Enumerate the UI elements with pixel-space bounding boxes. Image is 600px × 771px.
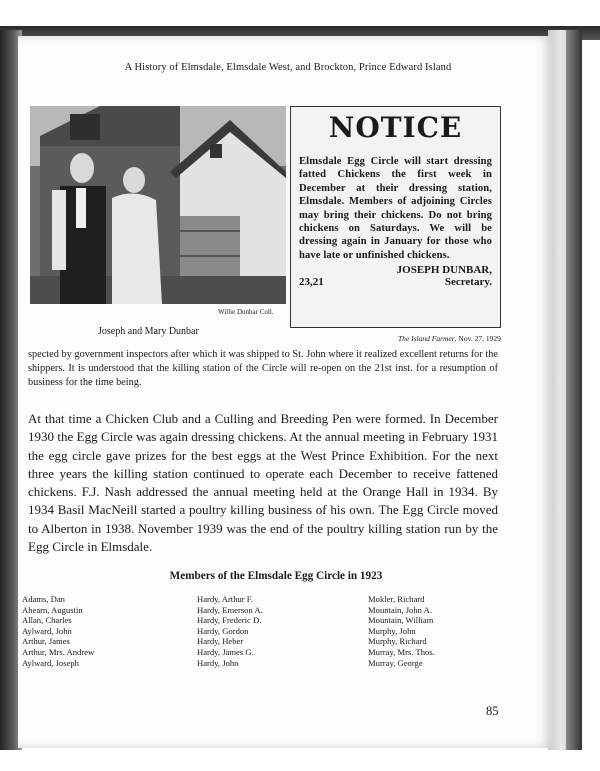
member-name: Ahearn, Augustin xyxy=(22,604,83,615)
members-column-3 xyxy=(368,594,435,668)
member-name: Hardy, John xyxy=(197,657,239,668)
member-name: Aylward, Joseph xyxy=(22,657,79,668)
member-name: Murray, George xyxy=(368,657,423,668)
photo-illustration xyxy=(30,106,286,304)
member-name: Hardy, Gordon xyxy=(197,625,249,636)
member-name: Hardy, Frederic D. xyxy=(197,615,262,626)
member-name: Murphy, Richard xyxy=(368,636,427,647)
dunbar-photo xyxy=(30,106,286,304)
notice-clipping xyxy=(290,106,501,328)
member-name: Murray, Mrs. Thos. xyxy=(368,646,435,657)
notice-source-date: , Nov. 27, 1929 xyxy=(454,334,501,343)
member-name: Hardy, Emerson A. xyxy=(197,604,263,615)
notice-source-caption xyxy=(398,334,501,343)
notice-signature: JOSEPH DUNBAR, xyxy=(396,264,492,277)
notice-body: Elmsdale Egg Circle will start dressing fatted Chickens the first week in December at their dressing station, Elmsdale. Members of adjoining Circles may bring their chickens. Do not bring chickens on Saturdays. We will be dressing again in January for those who have late or unfinished chickens. xyxy=(299,156,492,261)
members-column-1 xyxy=(22,594,94,668)
member-name: Hardy, Arthur F. xyxy=(197,594,254,604)
member-name: Aylward, John xyxy=(22,625,72,636)
member-name: Allan, Charles xyxy=(22,615,72,626)
members-heading: Members of the Elmsdale Egg Circle in 1923 xyxy=(169,570,383,582)
page-number: 85 xyxy=(486,704,499,718)
notice-source-title: The Island Farmer xyxy=(398,334,455,343)
paragraph-continued: spected by government inspectors after which it was shipped to St. John where it realized excellent returns for the shippers. It is understood that the killing station of the Circle will re-open on the 21st inst. for a resumption of business for the time being. xyxy=(28,349,498,388)
photo-credit: Willie Dunbar Coll. xyxy=(218,308,274,316)
member-name: Arthur, Mrs. Andrew xyxy=(22,646,95,657)
member-name: Murphy, John xyxy=(368,625,416,636)
paragraph-main: At that time a Chicken Club and a Culling and Breeding Pen were formed. In December 1930 the Egg Circle was again dressing chickens. At the annual meeting in February 1931 the egg circle gave prizes for the best eggs at the West Prince Exhibition. For the next three years the killing station continued to operate each December to receive fattened chickens. F.J. Nash addressed the annual meeting held at the Orange Hall in 1934. By 1934 Basil MacNeill started a poultry killing business of his own. The Egg Circle moved to Alberton in 1938. November 1939 was the end of the poultry killing station run by the Egg Circle in Elmsdale. xyxy=(28,411,498,555)
notice-footer xyxy=(299,276,492,288)
running-header: A History of Elmsdale, Elmsdale West, and Brockton, Prince Edward Island xyxy=(124,62,452,73)
photo-caption: Joseph and Mary Dunbar xyxy=(98,326,199,337)
book-page xyxy=(18,36,552,748)
member-name: Mountain, William xyxy=(368,615,434,626)
notice-code: 23,21 xyxy=(299,276,324,289)
member-name: Adams, Dan xyxy=(22,594,65,604)
book-cover-edge xyxy=(566,30,582,750)
notice-title: NOTICE xyxy=(328,111,463,144)
member-name: Hardy, Heber xyxy=(197,636,244,647)
members-column-2 xyxy=(197,594,263,668)
notice-role: Secretary. xyxy=(444,276,492,289)
member-name: Mountain, John A. xyxy=(368,604,432,615)
member-name: Hardy, James G. xyxy=(197,646,254,657)
member-name: Arthur, James xyxy=(22,636,70,647)
member-name: Mokler, Richard xyxy=(368,594,425,604)
